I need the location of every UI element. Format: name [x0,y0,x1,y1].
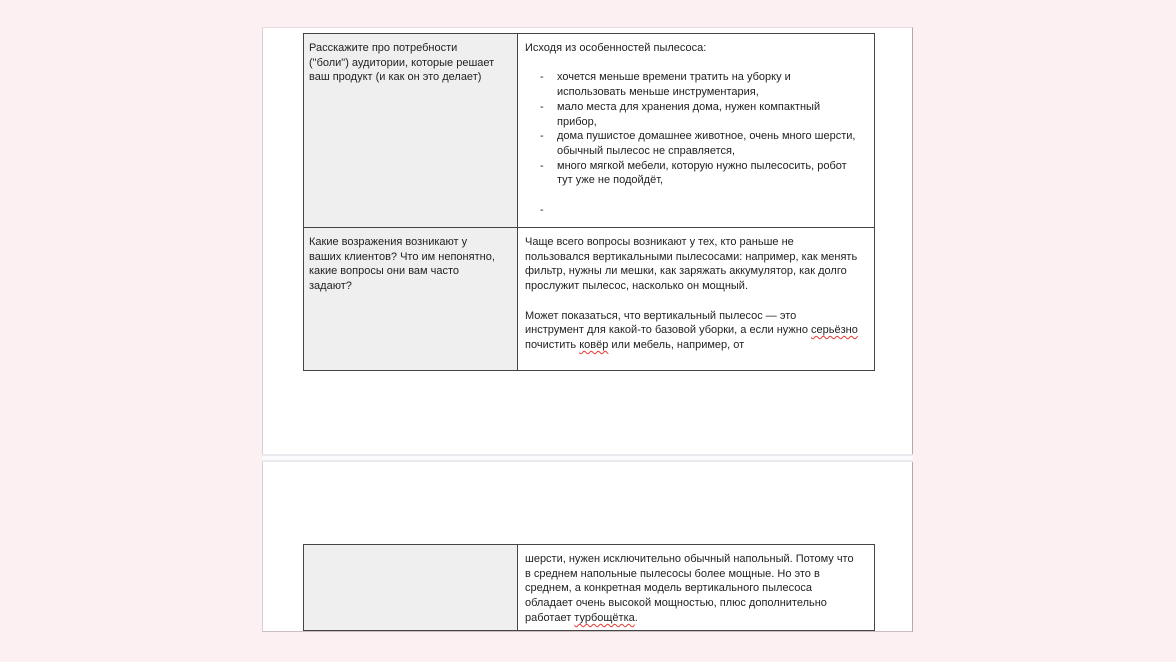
bullet-dash-marker: - [540,130,544,143]
answer-paragraph-2 [525,309,858,353]
question-text-pains: Расскажите про потребности ("боли") аудитории, которые решает ваш продукт (и как он это делает) [309,42,495,84]
bullet-text-empty [557,203,858,218]
document-page-1 [262,27,913,454]
answer-text: . [634,611,638,624]
table-row-pains [304,34,874,227]
qa-table-page-1 [303,33,875,371]
bullet-text: много мягкой мебели, которую нужно пылесосить, робот тут уже не подойдёт, [557,159,847,187]
answer-p2-text: почистить [525,338,580,351]
answer-cell-pains[interactable] [518,34,874,227]
bullet-text: дома пушистое домашнее животное, очень много шерсти, обычный пылесос не справляется, [557,130,856,157]
misspelled-word: турбощётка [574,611,635,624]
document-page-2 [262,462,913,632]
bullet-dash-marker: - [540,71,544,84]
bullet-text: хочется меньше времени тратить на уборку и использовать меньше инструментария, [557,71,791,99]
bullet-dash-marker: - [540,203,544,216]
question-cell-pains[interactable] [304,34,518,227]
bullet-item [525,70,858,99]
answer-paragraph-1: Чаще всего вопросы возникают у тех, кто раньше не пользовался вертикальными пылесосами: например, как менять фильтр, нужны ли мешки, как заряжать аккумулятор, как долго прослужит пылесос, насколько он мощный. [525,236,858,293]
answer-p2-text: Может показаться, что вертикальный пылесос — это инструмент для какой-то базовой уборки, а если нужно [525,309,812,337]
misspelled-word: серьёзно [811,324,858,337]
table-row-objections [304,227,874,370]
misspelled-word: ковёр [579,338,609,351]
table-row-continuation [304,545,874,630]
bullet-dash-marker: - [540,100,544,113]
answer-cell-objections[interactable] [518,228,874,370]
bullet-item [525,159,858,188]
answer-bullet-list [525,70,858,217]
answer-intro: Исходя из особенностей пылесоса: [525,42,707,54]
answer-continuation-text [525,552,858,626]
answer-text: шерсти, нужен исключительно обычный напольный. Потому что в среднем напольные пылесосы более мощные. Но это в среднем, а конкретная модель вертикального пылесоса обладает очень высокой мощностью, плюс дополнительно работает [525,553,854,624]
bullet-dash-marker: - [540,159,544,172]
bullet-item-empty [525,203,858,218]
bullet-item [525,100,858,129]
question-text-objections: Какие возражения возникают у ваших клиентов? Что им непонятно, какие вопросы они вам часто задают? [309,236,495,293]
question-cell-empty[interactable] [304,545,518,630]
answer-p2-text: или мебель, например, от [608,338,745,351]
question-cell-objections[interactable] [304,228,518,370]
qa-table-page-2 [303,544,875,631]
answer-cell-continuation[interactable] [518,545,874,630]
page-break-gap [262,454,913,462]
bullet-item [525,129,858,158]
bullet-text: мало места для хранения дома, нужен компактный прибор, [557,100,821,128]
